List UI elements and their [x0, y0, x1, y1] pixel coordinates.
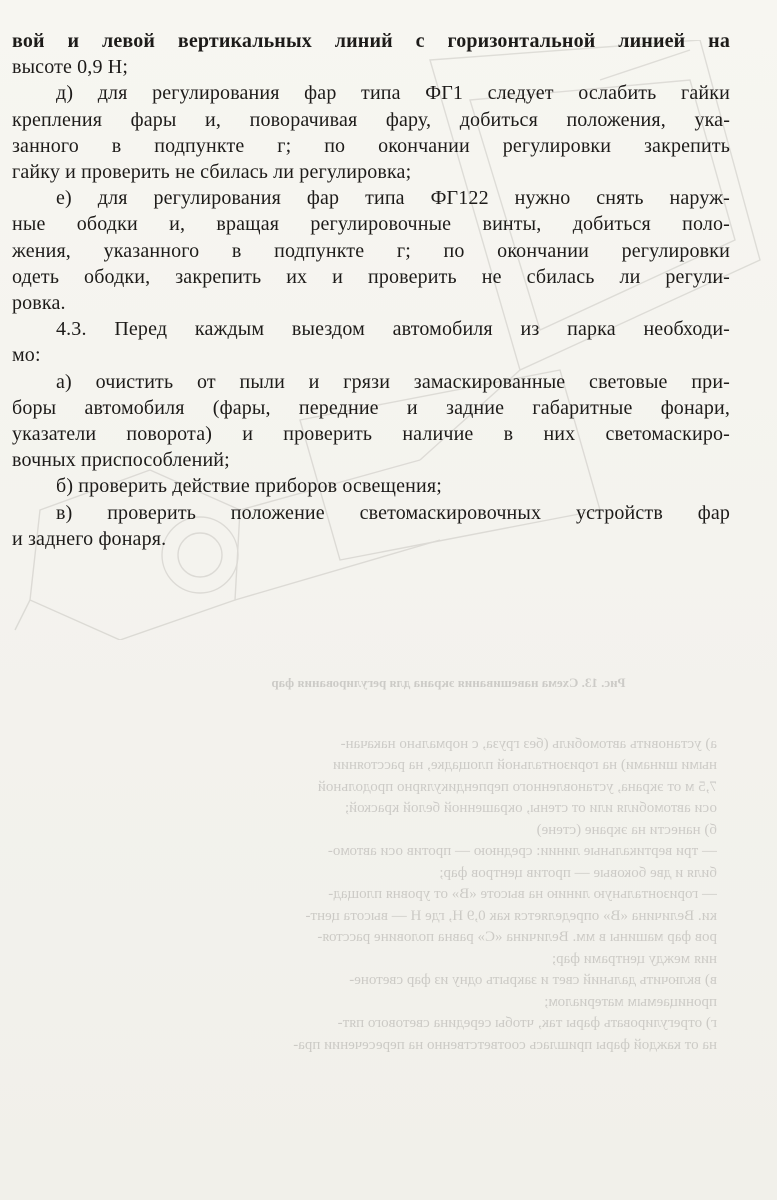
text-line: мо:	[12, 344, 41, 367]
ghost-caption: Рис. 13. Схема навешивания экрана для регулирования фар	[271, 675, 626, 690]
text-line: занного в подпункте г; по окончании регулировки закрепить	[12, 134, 730, 157]
ghost-line: оси автомобиля или от стены, окрашенной белой краской;	[344, 800, 717, 816]
text-line: гайку и проверить не сбилась ли регулировка;	[12, 161, 412, 184]
text-line: жения, указанного в подпункте г; по окончании регулировки	[12, 239, 730, 262]
text-line: вочных приспособлений;	[12, 449, 230, 472]
ghost-line: биля и две боковые — против центров фар;	[439, 864, 717, 881]
ghost-line: на от каждой фары пришлась соответственно на пересечении пра-	[293, 1036, 717, 1053]
text-line: одеть ободки, закрепить их и проверить не сбилась ли регули-	[12, 265, 730, 288]
text-line: ровка.	[12, 292, 66, 315]
ghost-line: — горизонтальную линию на высоте «В» от уровня площад-	[328, 886, 717, 902]
text-line: указатели поворота) и проверить наличие в них светомаскиро-	[12, 423, 730, 446]
text-line: 4.3. Перед каждым выездом автомобиля из парка необходи-	[56, 318, 730, 341]
text-line: д) для регулирования фар типа ФГ1 следует ослабить гайки	[56, 82, 730, 105]
text-line: боры автомобиля (фары, передние и задние габаритные фонари,	[12, 396, 730, 419]
text-line: е) для регулирования фар типа ФГ122 нужно снять наруж-	[56, 187, 730, 210]
text-line: а) очистить от пыли и грязи замаскированные световые при-	[56, 370, 730, 393]
text-line: в) проверить положение светомаскировочных устройств фар	[56, 501, 730, 524]
ghost-line: г) отрегулировать фары так, чтобы середина светового пят-	[337, 1015, 717, 1031]
text-line: высоте 0,9 Н;	[12, 56, 129, 79]
ghost-line: а) установить автомобиль (без груза, с нормально накачан-	[340, 735, 717, 752]
text-line: вой и левой вертикальных линий с горизонтальной линией на	[12, 30, 730, 52]
text-line: и заднего фонаря.	[12, 527, 167, 550]
text-line: ные ободки и, вращая регулировочные винты, добиться поло-	[12, 213, 730, 236]
bleed-through-text	[0, 672, 777, 1056]
ghost-line: проницаемым материалом;	[544, 993, 717, 1010]
ghost-line: ния между центрами фар;	[551, 950, 717, 967]
ghost-line: ными шинами) на горизонтальной площадке, на расстоянии	[332, 757, 717, 773]
ghost-line: 7,5 м от экрана, установленного перпендикулярно продольной	[317, 778, 717, 795]
ghost-line: — три вертикальные линии: среднюю — против оси автомо-	[327, 843, 717, 859]
ghost-line: в) включить дальний свет и закрыть одну из фар светоне-	[349, 972, 717, 988]
ghost-line: б) нанести на экране (стене)	[536, 821, 717, 838]
ghost-line: ки. Величина «В» определяется как 0,9 Н, где Н — высота цент-	[305, 907, 717, 924]
text-line: б) проверить действие приборов освещения;	[56, 475, 442, 498]
main-text	[12, 28, 730, 552]
ghost-line: ров фар машины в мм. Величина «С» равна половине расстоя-	[317, 929, 717, 945]
ghost-paragraph	[0, 734, 777, 1057]
text-line: крепления фары и, поворачивая фару, добиться положения, ука-	[12, 108, 730, 131]
